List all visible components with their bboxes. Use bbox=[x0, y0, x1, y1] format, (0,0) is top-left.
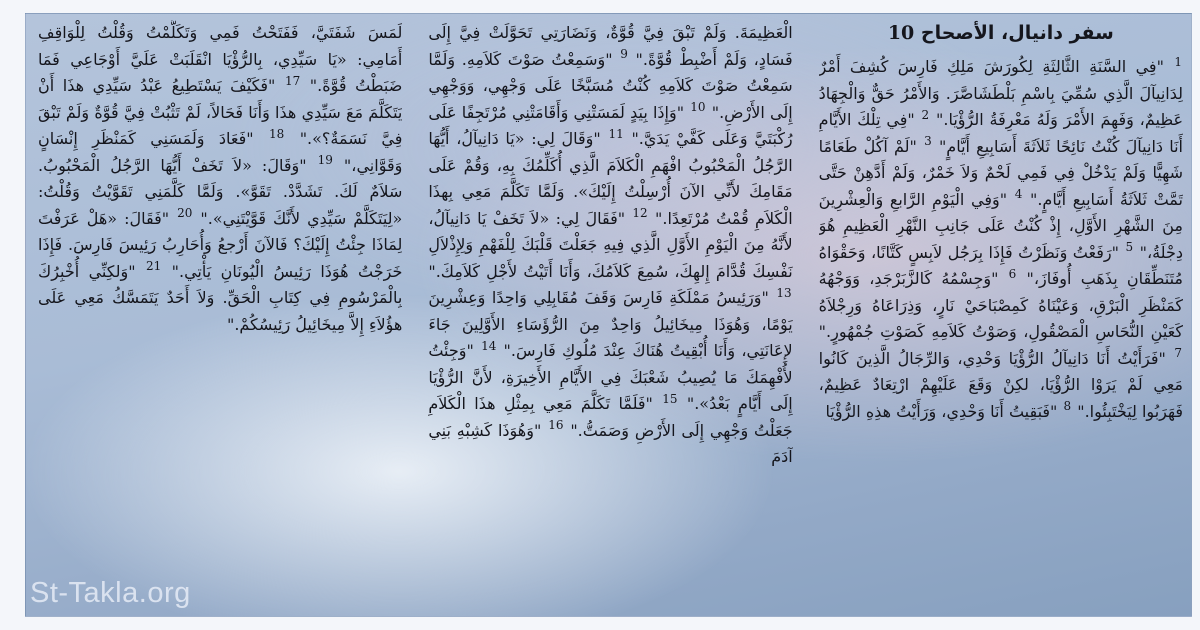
verse-number: 3 bbox=[924, 134, 932, 149]
verse-number: 13 bbox=[776, 285, 792, 300]
verse-number: 9 bbox=[620, 47, 628, 62]
verse-number: 17 bbox=[284, 73, 301, 88]
verse-number: 8 bbox=[1063, 399, 1072, 414]
verse-number: 15 bbox=[662, 391, 678, 406]
verse-number: 18 bbox=[269, 126, 285, 141]
verse-number: 1 bbox=[1174, 54, 1182, 69]
verse-number: 2 bbox=[921, 107, 930, 122]
column-right bbox=[819, 20, 1183, 606]
text-columns bbox=[26, 14, 1191, 616]
watermark: St-Takla.org bbox=[30, 577, 191, 609]
verse-number: 7 bbox=[1174, 346, 1182, 361]
verse-number: 14 bbox=[481, 338, 497, 353]
verse-number: 5 bbox=[1125, 240, 1134, 255]
verse-number: 21 bbox=[145, 259, 162, 274]
column-left bbox=[38, 20, 402, 606]
verse-number: 16 bbox=[548, 418, 564, 433]
sky-photo-background bbox=[25, 13, 1192, 617]
column-middle bbox=[428, 20, 792, 606]
verse-number: 19 bbox=[317, 153, 333, 168]
verse-number: 10 bbox=[690, 100, 706, 115]
verses-text-middle: الْعَظِيمَةَ. وَلَمْ تَبْقَ فِيَّ قُوَّةٌ، وَنَضَارَتِي تَحَوَّلَتْ فِيَّ إِلَى فَسَادٍ، وَلَمْ أَضْبِطْ قُوَّةً." $^9$ "وَسَمِعْتُ صَوْتَ كَلاَمِهِ. وَلَمَّا سَمِعْتُ صَوْتَ كَلاَمِهِ كُنْتُ مُسَبَّخًا عَلَى وَجْهِي، وَوَجْهِي إِلَى الأَرْضِ." $^{10}$ "وَإِذَا بِيَدٍ لَمَسَتْنِي وَأَقَامَتْنِي مُرْتَجِفًا عَلَى رُكْبَتَيَّ وَعَلَى كَفَّيْ يَدَيَّ." $^{11}$ "وَقَالَ لِي: «يَا دَانِيآلُ، أَيُّهَا الرَّجُلُ الْمَحْبُوبُ افْهَمِ الْكَلاَمَ الَّذِي أُكَلِّمُكَ بِهِ، وَقُمْ عَلَى مَقَامِكَ لأَنِّي الآنَ أُرْسِلْتُ إِلَيْكَ». وَلَمَّا تَكَلَّمَ مَعِي بِهذَا الْكَلاَمِ قُمْتُ مُرْتَعِدًا." $^{12}$ "فَقَالَ لِي: «لاَ تَخَفْ يَا دَانِيآلُ، لأَنَّهُ مِنَ الْيَوْمِ الأَوَّلِ الَّذِي فِيهِ جَعَلْتَ قَلْبَكَ لِلْفَهْمِ وَلِإِذْلاَلِ نَفْسِكَ قُدَّامَ إِلهِكَ، سُمِعَ كَلاَمُكَ، وَأَنَا أَتَيْتُ لأَجْلِ كَلاَمِكَ." $^{13}$ "وَرَئِيسُ مَمْلَكَةِ فَارِسَ وَقَفَ مُقَابِلِي وَاحِدًا وَعِشْرِينَ يَوْمًا، وَهُوَذَا مِيخَائِيلُ وَاحِدٌ مِنَ الرُّؤَسَاءِ الأَوَّلِينَ جَاءَ لإِعَانَتِي، وَأَنَا أُبْقِيتُ هُنَاكَ عِنْدَ مُلُوكِ فَارِسَ." $^{14}$ "وَجِئْتُ لأُفْهِمَكَ مَا يُصِيبُ شَعْبَكَ فِي الأَيَّامِ الأَخِيرَةِ، لأَنَّ الرُّؤْيَا إِلَى أَيَّامٍ بَعْدُ»." $^{15}$ "فَلَمَّا تَكَلَّمَ مَعِي بِمِثْلِ هذَا الْكَلاَمِ جَعَلْتُ وَجْهِي إِلَى الأَرْضِ وَصَمَتُّ." $^{16}$ "وَهُوَذَا كَشِبْهِ بَنِي آدَمَ bbox=[428, 23, 793, 466]
verse-number: 11 bbox=[608, 126, 624, 141]
verse-number: 20 bbox=[177, 206, 193, 221]
verses-text-left: لَمَسَ شَفَتَيَّ، فَفَتَحْتُ فَمِي وَتَكَلَّمْتُ وَقُلْتُ لِلْوَاقِفِ أَمَامِي: «يَا سَيِّدِي، بِالرُّؤْيَا انْقَلَبَتْ عَلَيَّ أَوْجَاعِي فَمَا ضَبَطْتُ قُوَّةً." $^{17}$ "فَكَيْفَ يَسْتَطِيعُ عَبْدُ سَيِّدِي هذَا أَنْ يَتَكَلَّمَ مَعَ سَيِّدِي هذَا وَأَنَا فَحَالاً، لَمْ تَثْبُتْ فِيَّ قُوَّةٌ وَلَمْ تَبْقَ فِيَّ نَسَمَةٌ؟»." $^{18}$ "فَعَادَ وَلَمَسَنِي كَمَنْظَرِ إِنْسَانٍ وَقَوَّانِي،" $^{19}$ "وَقَالَ: «لاَ تَخَفْ أَيُّهَا الرَّجُلُ الْمَحْبُوبُ. سَلاَمٌ لَكَ. تَشَدَّدْ. تَقَوَّ». وَلَمَّا كَلَّمَنِي تَقَوَّيْتُ وَقُلْتُ: «لِيَتَكَلَّمْ سَيِّدِي لأَنَّكَ قَوَّيْتَنِي»." $^{20}$ "فَقَالَ: «هَلْ عَرَفْتَ لِمَاذَا جِئْتُ إِلَيْكَ؟ فَالآنَ أَرْجعُ وَأُحَارِبُ رَئِيسَ فَارِسَ. فَإِذَا خَرَجْتُ هُوَذَا رَئِيسُ الْيُونَانِ يَأْتِي." $^{21}$ "وَلكِنِّي أُخْبِرُكَ بِالْمَرْسُومِ فِي كِتَابِ الْحَقِّ. وَلاَ أَحَدٌ يَتَمَسَّكُ مَعِي عَلَى هؤُلاَءِ إِلاَّ مِيخَائِيلُ رَئِيسُكُمْ." bbox=[38, 23, 403, 334]
verse-number: 12 bbox=[632, 206, 648, 221]
chapter-title: سفر دانيال، الأصحاح 10 bbox=[887, 22, 1114, 44]
verses-text-right: $^1$ "فِي السَّنَةِ الثَّالِثَةِ لِكُورَشَ مَلِكِ فَارِسَ كُشِفَ أَمْرٌ لِدَانِيآلَ الَّذِي سُمِّيَ بِاسْمِ بَلْطَشَاصَّرَ. وَالأَمْرُ حَقٌّ وَالْجِهَادُ عَظِيمٌ، وَفَهِمَ الأَمْرَ وَلَهُ مَعْرِفَةُ الرُّؤْيَا." $^2$ "فِي تِلْكَ الأَيَّامِ أَنَا دَانِيآلَ كُنْتُ نَائِحًا ثَلاَثَةَ أَسَابِيعِ أَيَّامٍ" $^3$ "لَمْ آكُلْ طَعَامًا شَهِيًّا وَلَمْ يَدْخُلْ فِي فَمِي لَحْمٌ وَلاَ خَمْرٌ، وَلَمْ أَدَّهِنْ حَتَّى تَمَّتْ ثَلاَثَةُ أَسَابِيعِ أَيَّامٍ." $^4$ "وَفِي الْيَوْمِ الرَّابعِ وَالْعِشْرِينَ مِنَ الشَّهْرِ الأَوَّلِ، إِذْ كُنْتُ عَلَى جَانِبِ النَّهْرِ الْعَظِيمِ هُوَ دِجْلَةُ،" $^5$ "رَفَعْتُ وَنَظَرْتُ فَإِذَا بِرَجُل لاَبِسٍ كَتَّانًا، وَحَقْوَاهُ مُتَنَطِّقَانِ بِذَهَبِ أُوفَازَ،" $^6$ "وَجِسْمُهُ كَالزَّبَرْجَدِ، وَوَجْهُهُ كَمَنْظَرِ الْبَرْقِ، وَعَيْنَاهُ كَمِصْبَاحَيْ نَارٍ، وَذِرَاعَاهُ وَرِجْلاَهُ كَعَيْنِ النُّحَاسِ الْمَصْقُولِ، وَصَوْتُ كَلاَمِهِ كَصَوْتِ جُمْهُورٍ." $^7$ "فَرَأَيْتُ أَنَا دَانِيآلُ الرُّؤْيَا وَحْدِي، وَالرِّجَالُ الَّذِينَ كَانُوا مَعِي لَمْ يَرَوْا الرُّؤْيَا، لكِنْ وَقَعَ عَلَيْهِمْ ارْتِعَادٌ عَظِيمٌ، فَهَرَبُوا لِيَخْتَبِئُوا." $^8$ "فَبَقِيتُ أَنَا وَحْدِي، وَرَأَيْتُ هذِهِ الرُّؤْيَا bbox=[818, 54, 1183, 421]
verse-number: 6 bbox=[1008, 266, 1017, 281]
verse-number: 4 bbox=[1014, 187, 1023, 202]
